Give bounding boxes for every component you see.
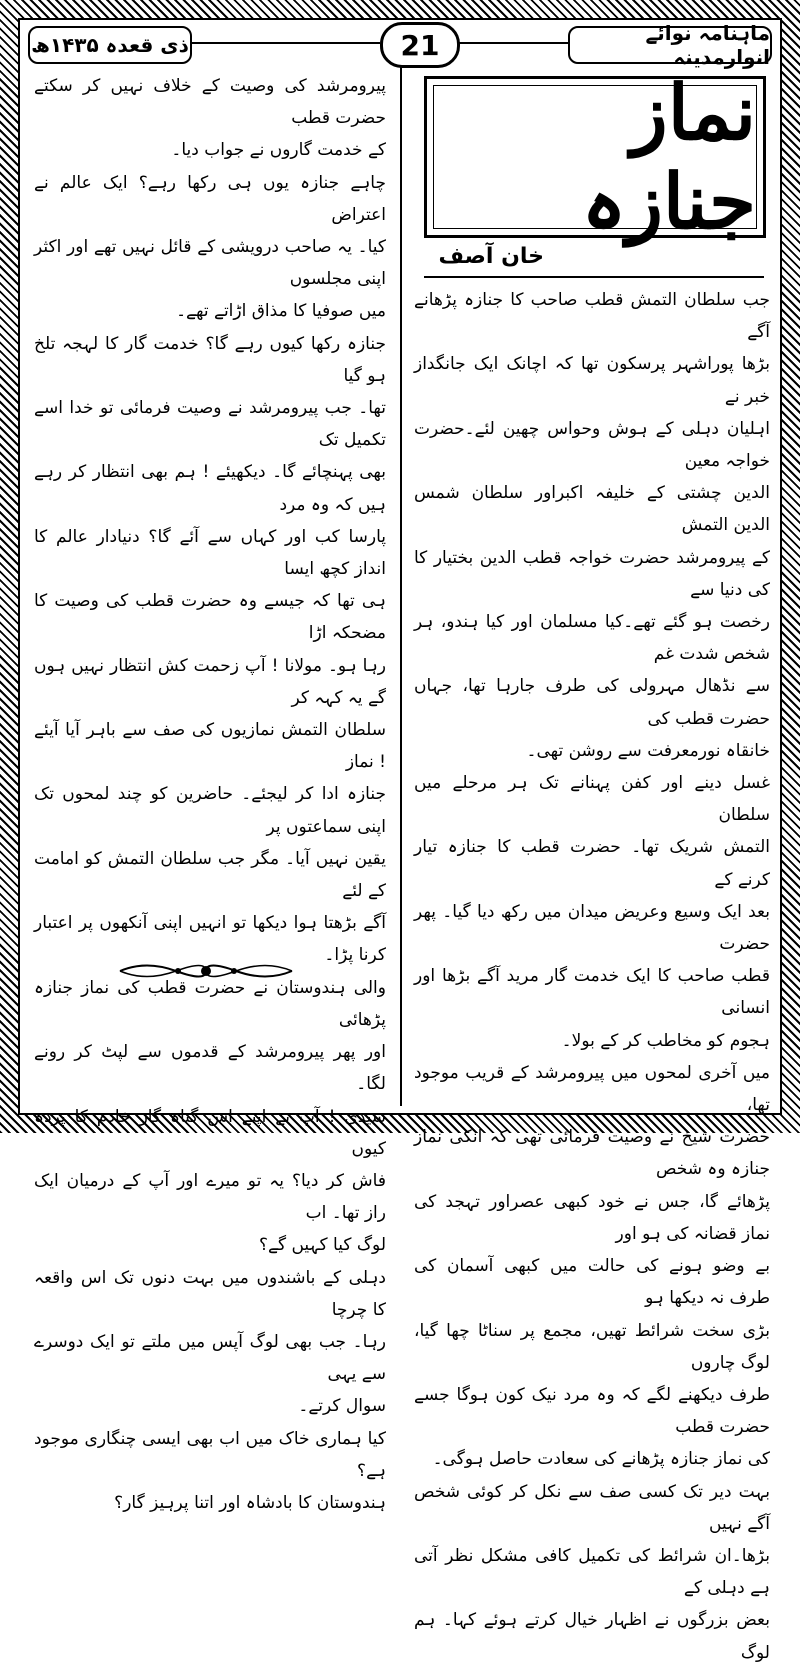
text-line: سیدی ! آپ نے اپنے اس گناہ گار خادم کا پردہ کیوں bbox=[34, 1106, 386, 1159]
page-number: 21 bbox=[380, 22, 460, 68]
text-line: آگے بڑھتا ہوا دیکھا تو انہیں اپنی آنکھوں پر اعتبار کرنا پڑا۔ bbox=[34, 913, 386, 966]
text-line: جنازہ رکھا کیوں رہے گا؟ خدمت گار کا لہجہ تلخ ہو گیا bbox=[34, 333, 386, 386]
page-header bbox=[28, 21, 772, 69]
text-line: قطب صاحب کا ایک خدمت گار مرید آگے بڑھا اور انسانی bbox=[414, 966, 770, 1019]
text-line: یقین نہیں آیا۔ مگر جب سلطان التمش کو امامت کے لئے bbox=[34, 848, 386, 902]
text-line: اہلیان دہلی کے ہوش وحواس چھین لئے۔حضرت خواجہ معین bbox=[414, 418, 770, 472]
text-line: جب سلطان التمش قطب صاحب کا جنازہ پڑھانے آگے bbox=[414, 290, 770, 343]
text-line: الدین چشتی کے خلیفہ اکبراور سلطان شمس الدین التمش bbox=[414, 483, 770, 536]
text-line: رخصت ہو گئے تھے۔کیا مسلمان اور کیا ہندو، ہر شخص شدت غم bbox=[414, 612, 770, 665]
magazine-name: ماہنامہ نوائے انوارمدینہ bbox=[568, 26, 772, 64]
text-line: تھا۔ جب پیرومرشد نے وصیت فرمائی تو خدا اسے تکمیل تک bbox=[34, 398, 386, 451]
header-rule bbox=[188, 42, 380, 44]
text-line: کیا ہماری خاک میں اب بھی ایسی چنگاری موجود ہے؟ bbox=[34, 1428, 386, 1481]
text-line: لوگ کیا کہیں گے؟ bbox=[259, 1235, 386, 1256]
text-line: خانقاہ نورمعرفت سے روشن تھی۔ bbox=[526, 740, 770, 761]
text-line: کی نماز جنازہ پڑھانے کی سعادت حاصل ہوگی۔ bbox=[432, 1449, 770, 1470]
text-line: کے خدمت گاروں نے جواب دیا۔ bbox=[171, 140, 386, 161]
text-line: میں آخری لمحوں میں پیرومرشد کے قریب موجود تھا، bbox=[414, 1062, 770, 1116]
text-line: بہت دیر تک کسی صف سے نکل کر کوئی شخص آگے نہیں bbox=[414, 1481, 770, 1534]
column-divider bbox=[400, 66, 402, 1106]
text-line: بعض بزرگوں نے اظہار خیال کرتے ہوئے کہا۔ ہم لوگ bbox=[414, 1610, 770, 1663]
issue-date: ذی قعدہ ۱۴۳۵ھ bbox=[28, 26, 192, 64]
text-line: ہندوستان کا بادشاہ اور اتنا پرہیز گار؟ bbox=[114, 1492, 386, 1513]
text-line: بڑی سخت شرائط تھیں، مجمع پر سناٹا چھا گیا، لوگ چاروں bbox=[414, 1320, 770, 1373]
text-line: بعد ایک وسیع وعریض میدان میں رکھ دیا گیا۔ پھر حضرت bbox=[414, 901, 770, 955]
article-title: نماز جنازہ bbox=[433, 85, 757, 229]
text-line: کے پیرومرشد حضرت خواجہ قطب الدین بختیار کا کی دنیا سے bbox=[414, 547, 770, 600]
text-line: پارسا کب اور کہاں سے آئے گا؟ دنیادار عالم کا انداز کچھ ایسا bbox=[34, 526, 386, 580]
text-line: دہلی کے باشندوں میں بہت دنوں تک اس واقعہ کا چرچا bbox=[34, 1267, 386, 1320]
text-line: رہا ہو۔ مولانا ! آپ زحمت کش انتظار نہیں ہوں گے یہ کہہ کر bbox=[34, 655, 386, 708]
text-line: پڑھائے گا، جس نے خود کبھی عصراور تہجد کی نماز قضانہ کی ہو اور bbox=[414, 1191, 770, 1244]
text-line: بڑھا۔ان شرائط کی تکمیل کافی مشکل نظر آتی ہے دہلی کے bbox=[414, 1545, 770, 1599]
text-line: رہا۔ جب بھی لوگ آپس میں ملتے تو ایک دوسرے سے یہی bbox=[34, 1331, 386, 1385]
text-line: سلطان التمش نمازیوں کی صف سے باہر آیا آیئے ! نماز bbox=[34, 720, 386, 773]
text-line: سے نڈھال مہرولی کی طرف جارہا تھا، جہاں حضرت قطب کی bbox=[414, 676, 770, 729]
right-column bbox=[414, 284, 770, 1669]
text-line: پیرومرشد کی وصیت کے خلاف نہیں کر سکتے حضرت قطب bbox=[34, 76, 386, 129]
text-line: ہجوم کو مخاطب کر کے بولا۔ bbox=[561, 1030, 770, 1051]
text-line: چاہے جنازہ یوں ہی رکھا رہے؟ ایک عالم نے اعتراض bbox=[34, 172, 386, 225]
text-line: التمش شریک تھا۔ حضرت قطب کا جنازہ تیار کرنے کے bbox=[414, 837, 770, 890]
text-line: بھی پہنچائے گا۔ دیکھیئے ! ہم بھی انتظار کر رہے ہیں کہ وہ مرد bbox=[34, 462, 386, 515]
text-line: طرف دیکھنے لگے کہ وہ مرد نیک کون ہوگا جسے حضرت قطب bbox=[414, 1384, 770, 1438]
text-line: فاش کر دیا؟ یہ تو میرے اور آپ کے درمیان ایک راز تھا۔ اب bbox=[34, 1170, 386, 1224]
text-line: بے وضو ہونے کی حالت میں کبھی آسمان کی طرف نہ دیکھا ہو bbox=[414, 1256, 770, 1309]
text-line: اور پھر پیرومرشد کے قدموں سے لپٹ کر رونے لگا۔ bbox=[34, 1042, 386, 1095]
ornament-divider bbox=[116, 958, 296, 984]
text-line: سوال کرتے۔ bbox=[298, 1396, 386, 1417]
text-line: والی ہندوستان نے حضرت قطب کی نماز جنازہ پڑھائی bbox=[34, 977, 386, 1030]
text-line: کیا۔ یہ صاحب درویشی کے قائل نہیں تھے اور اکثر اپنی مجلسوں bbox=[34, 237, 386, 290]
text-line: ہی تھا کہ جیسے وہ حضرت قطب کی وصیت کا مضحکہ اڑا bbox=[34, 591, 386, 644]
text-line: جنازہ ادا کر لیجئے۔ حاضرین کو چند لمحوں تک اپنی سماعتوں پر bbox=[34, 784, 386, 837]
title-box bbox=[424, 68, 766, 246]
text-line: غسل دینے اور کفن پہنانے تک ہر مرحلے میں سلطان bbox=[414, 773, 770, 826]
author-underline bbox=[424, 276, 764, 278]
text-line: میں صوفیا کا مذاق اڑاتے تھے۔ bbox=[176, 301, 386, 322]
text-line: بڑھا پوراشہر پرسکون تھا کہ اچانک ایک جانگداز خبر نے bbox=[414, 354, 770, 407]
author-name: خان آصف bbox=[438, 244, 544, 269]
text-line: حضرت شیخ نے وصیت فرمائی تھی کہ انکی نماز جنازہ وہ شخص bbox=[414, 1127, 770, 1180]
header-rule bbox=[454, 42, 572, 44]
left-column bbox=[34, 70, 386, 1519]
